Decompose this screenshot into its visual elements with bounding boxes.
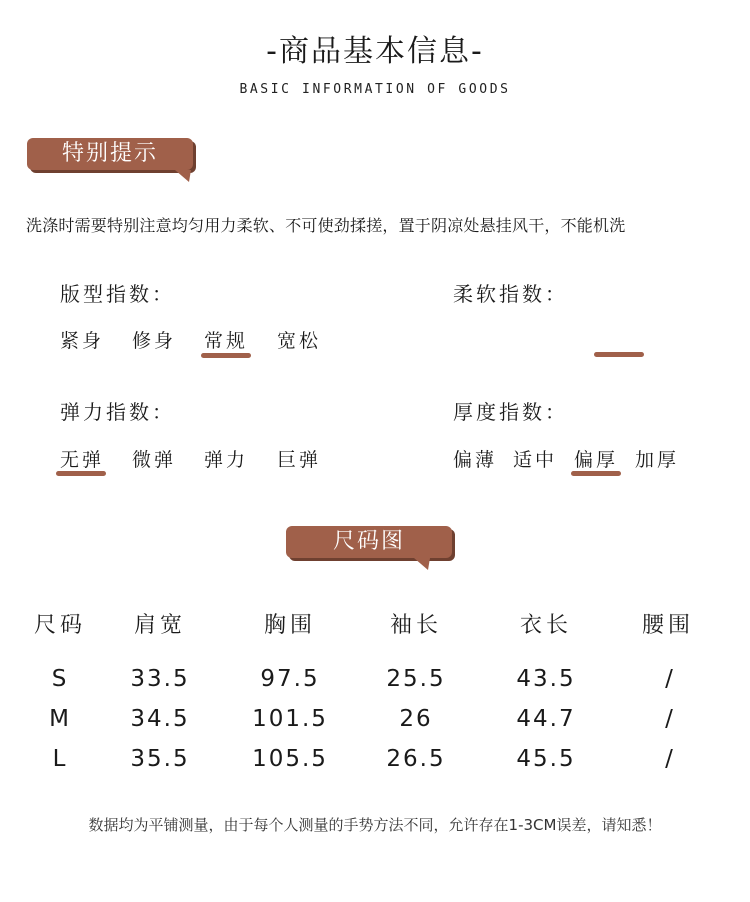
size-table-header: 袖长 xyxy=(389,613,442,638)
softness-selected-underline xyxy=(594,352,644,357)
size-table-cell: 25.5 xyxy=(386,666,446,692)
size-chart-badge xyxy=(286,526,452,558)
size-table-cell: 101.5 xyxy=(252,706,328,732)
badge-tail xyxy=(175,170,191,182)
size-table-cell: 43.5 xyxy=(516,666,576,692)
softness-index-label: 柔软指数： xyxy=(453,282,568,306)
stretch-selected-underline xyxy=(56,471,106,476)
thickness-option-selected: 偏厚 xyxy=(574,449,619,471)
thickness-option: 偏薄 xyxy=(453,449,498,471)
page-subtitle: BASIC INFORMATION OF GOODS xyxy=(239,82,511,97)
size-table-cell: S xyxy=(51,666,69,692)
stretch-option: 弹力 xyxy=(204,449,249,471)
fit-option: 紧身 xyxy=(60,330,105,352)
thickness-index-label: 厚度指数： xyxy=(453,400,568,424)
size-table-cell: 105.5 xyxy=(252,746,328,772)
fit-index-label: 版型指数： xyxy=(60,282,175,306)
size-table-header: 胸围 xyxy=(263,613,316,638)
size-table-cell: 35.5 xyxy=(130,746,190,772)
size-table-cell: 44.7 xyxy=(516,706,576,732)
size-table-cell: M xyxy=(49,706,71,732)
fit-option: 修身 xyxy=(132,330,177,352)
thickness-option: 适中 xyxy=(513,449,558,471)
special-notice-text: 洗涤时需要特别注意均匀用力柔软、不可使劲揉搓，置于阴凉处悬挂风干，不能机洗 xyxy=(26,216,626,235)
size-table-cell: 34.5 xyxy=(130,706,190,732)
size-table-cell: 33.5 xyxy=(130,666,190,692)
page-title: -商品基本信息- xyxy=(266,34,484,69)
size-table-cell: / xyxy=(665,666,675,692)
size-table-cell: 97.5 xyxy=(260,666,320,692)
stretch-index-label: 弹力指数： xyxy=(60,400,175,424)
size-table-cell: 26.5 xyxy=(386,746,446,772)
fit-selected-underline xyxy=(201,353,251,358)
stretch-option: 微弹 xyxy=(132,449,177,471)
badge-tail xyxy=(414,558,430,570)
measurement-note: 数据均为平铺测量，由于每个人测量的手势方法不同，允许存在1-3CM误差，请知悉！ xyxy=(88,816,662,834)
special-notice-badge-label: 特别提示 xyxy=(61,141,158,166)
thickness-selected-underline xyxy=(571,471,621,476)
size-table-header: 肩宽 xyxy=(133,613,186,638)
size-table-cell: / xyxy=(665,706,675,732)
size-table-cell: L xyxy=(52,746,68,772)
size-table-cell: 45.5 xyxy=(516,746,576,772)
size-table-header: 衣长 xyxy=(519,613,572,638)
size-table-cell: 26 xyxy=(399,706,433,732)
fit-option-selected: 常规 xyxy=(204,330,249,352)
stretch-option: 巨弹 xyxy=(277,449,322,471)
size-chart-badge-label: 尺码图 xyxy=(332,529,405,554)
special-notice-badge xyxy=(27,138,193,170)
size-table-header: 腰围 xyxy=(641,613,694,638)
stretch-option-selected: 无弹 xyxy=(60,449,105,471)
thickness-option: 加厚 xyxy=(635,449,680,471)
size-table-cell: / xyxy=(665,746,675,772)
fit-option: 宽松 xyxy=(277,330,322,352)
size-table-header: 尺码 xyxy=(33,613,86,638)
